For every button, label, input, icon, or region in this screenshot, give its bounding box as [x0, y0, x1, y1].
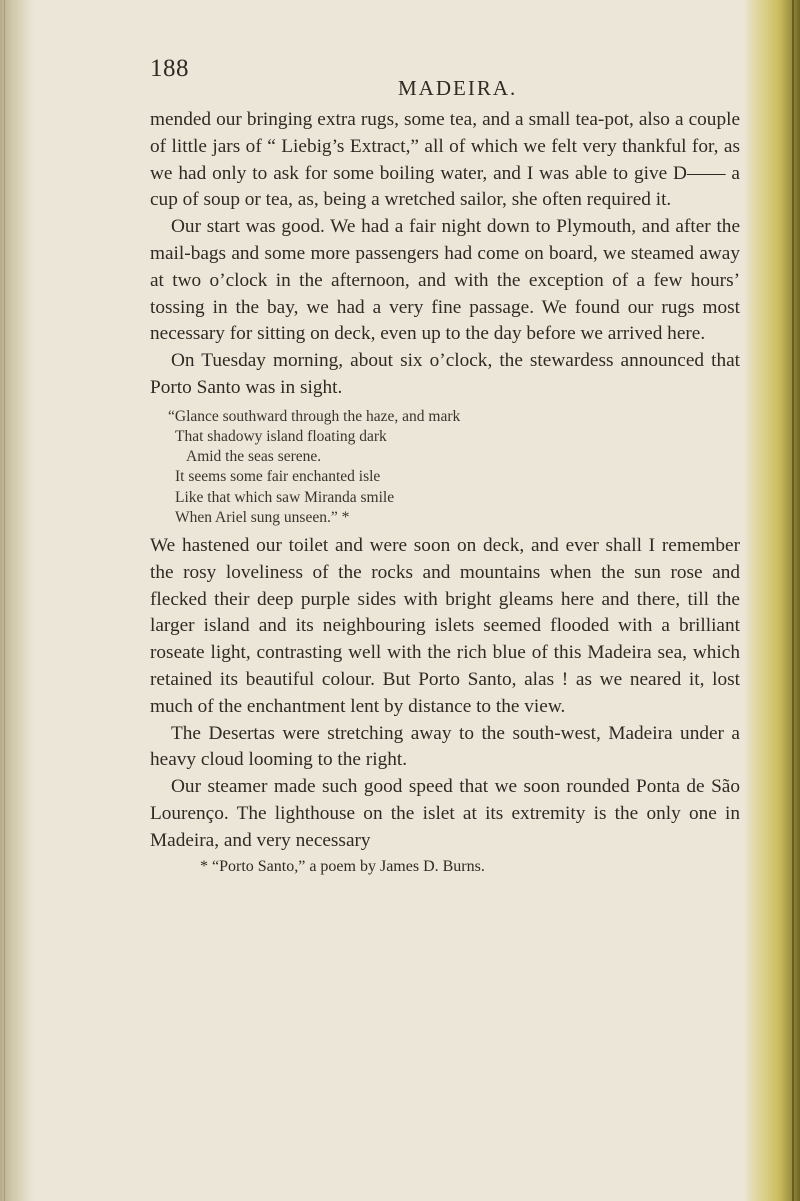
verse-line: “Glance southward through the haze, and mark	[168, 407, 461, 425]
page-header	[150, 55, 740, 107]
running-head: MADEIRA.	[398, 76, 518, 100]
paragraph: The Desertas were stretching away to the south-west, Madeira under a heavy cloud looming to the right.	[150, 722, 740, 771]
book-gutter	[0, 0, 34, 1201]
page-number: 188	[150, 55, 189, 82]
verse-quotation	[150, 407, 740, 528]
verse-line: Like that which saw Miranda smile	[175, 488, 395, 506]
footnote: * “Porto Santo,” a poem by James D. Burns.	[200, 857, 485, 875]
paragraph: mended our bringing extra rugs, some tea, and a small tea-pot, also a couple of little jars of “ Liebig’s Extract,” all of which we felt very thankful for, as we had only to ask for some boiling water, and I was able to give D—— a cup of soup or tea, as, being a wretched sailor, she often required it.	[150, 109, 740, 211]
paragraph: Our start was good. We had a fair night down to Plymouth, and after the mail-bags and some more passengers had come on board, we steamed away at two o’clock in the afternoon, and with the exception of a few hours’ tossing in the bay, we had a very fine passage. We found our rugs most necessary for sitting on deck, even up to the day before we arrived here.	[150, 216, 740, 345]
paragraph: We hastened our toilet and were soon on deck, and ever shall I remember the rosy loveliness of the rocks and mountains when the sun rose and flecked their deep purple sides with bright gleams here and there, till the larger island and its neighbouring islets seemed flooded with a brilliant roseate light, contrasting well with the rich blue of this Madeira sea, which retained its beautiful colour. But Porto Santo, alas ! as we neared it, lost much of the enchantment lent by distance to the view.	[150, 534, 740, 717]
verse-line: When Ariel sung unseen.” *	[175, 508, 350, 526]
paragraph: Our steamer made such good speed that we soon rounded Ponta de São Lourenço. The lighthouse on the islet at its extremity is the only one in Madeira, and very necessary	[150, 776, 740, 851]
book-page	[150, 55, 740, 877]
verse-line: Amid the seas serene.	[186, 448, 322, 466]
verse-line: It seems some fair enchanted isle	[175, 468, 381, 486]
paragraph: On Tuesday morning, about six o’clock, the stewardess announced that Porto Santo was in sight.	[150, 350, 740, 398]
body-text	[150, 107, 740, 877]
page-fore-edge	[744, 0, 800, 1201]
verse-line: That shadowy island floating dark	[175, 427, 387, 445]
